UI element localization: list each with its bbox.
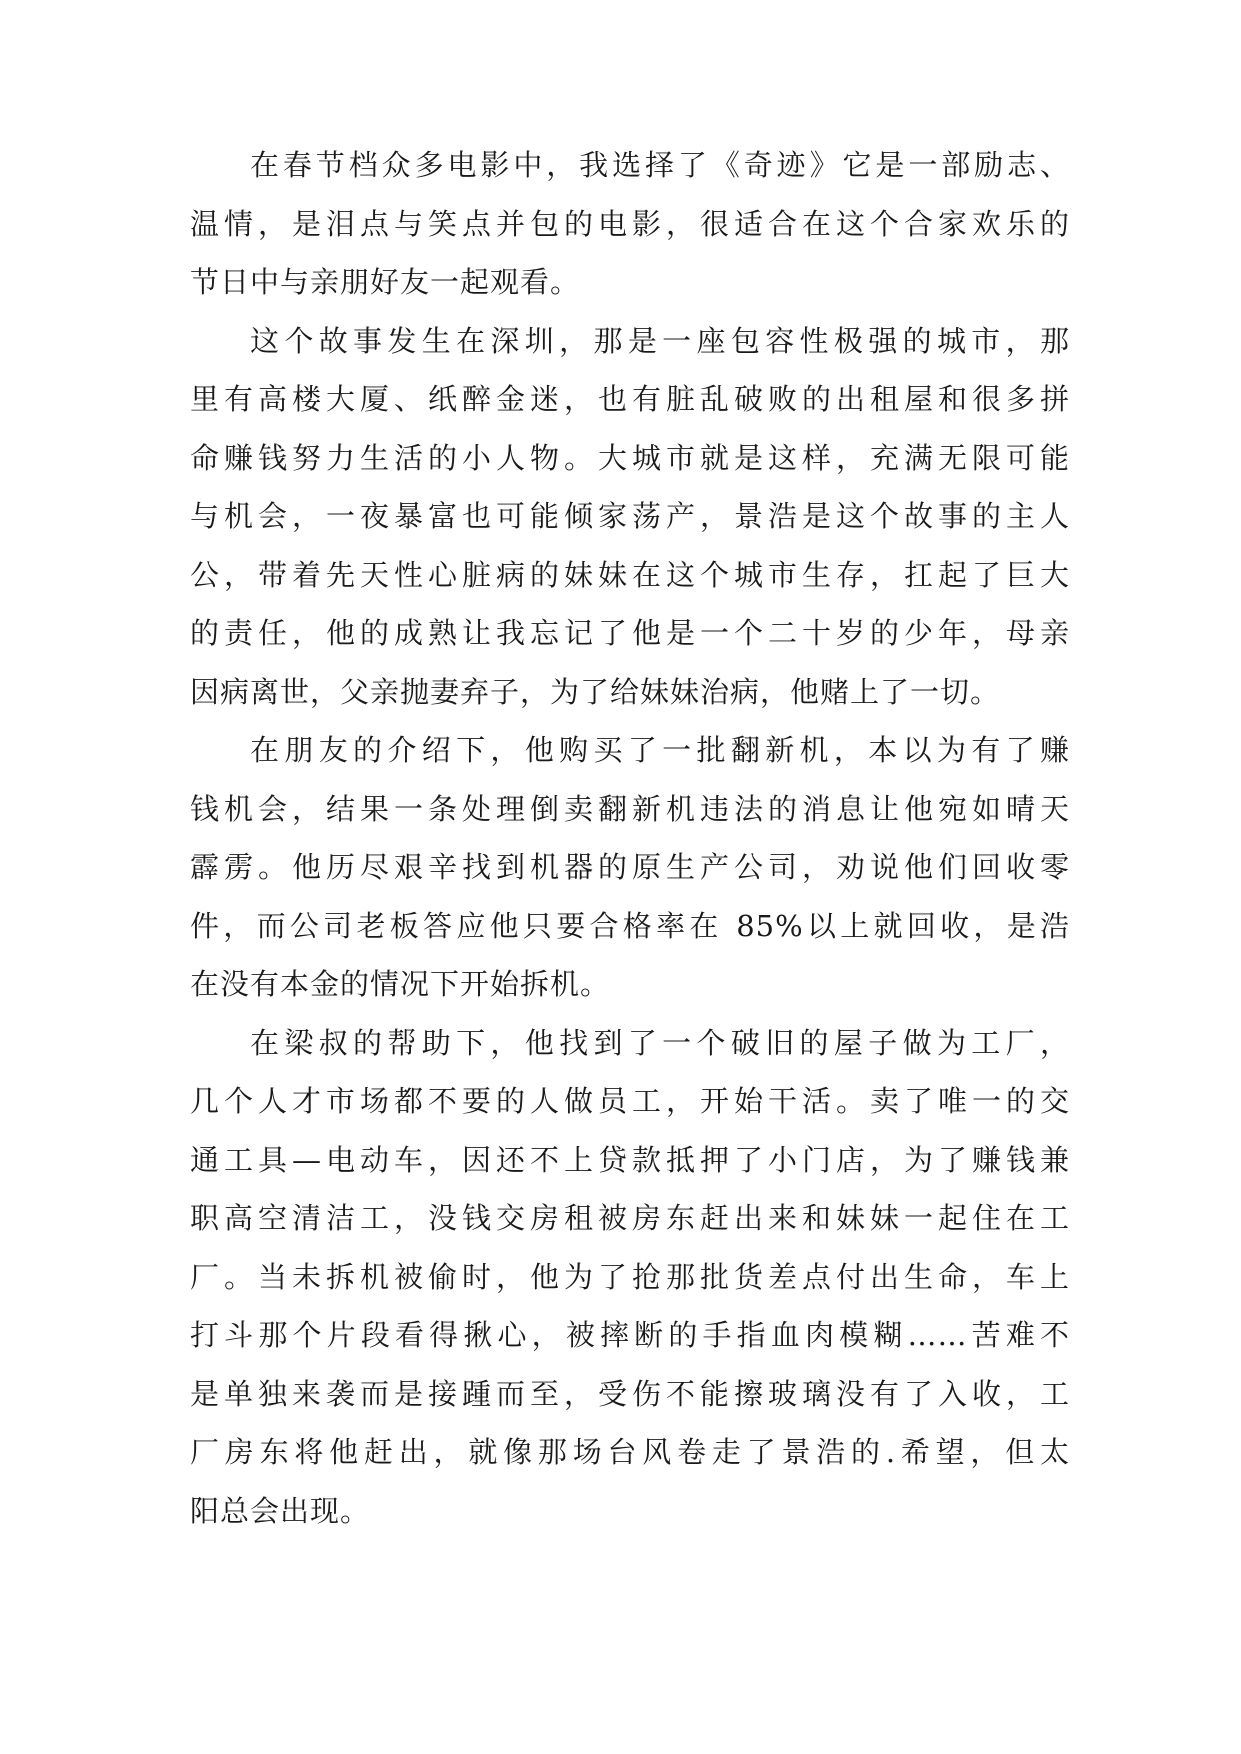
paragraph-line: 在梁叔的帮助下，他找到了一个破旧的屋子做为工厂， (250, 1025, 1070, 1060)
paragraph-line: 在朋友的介绍下，他购买了一批翻新机，本以为有了赚 (250, 733, 1070, 767)
paragraph-line: 节日中与亲朋好友一起观看。 (190, 265, 581, 299)
paragraph-line: 职高空清洁工，没钱交房租被房东赶出来和妹妹一起住在工 (190, 1201, 1070, 1235)
paragraph-line: 的责任，他的成熟让我忘记了他是一个二十岁的少年，母亲 (190, 616, 1070, 650)
paragraph-line: 阳总会出现。 (190, 1493, 371, 1528)
paragraph-4 (190, 1014, 1070, 1541)
paragraph-2 (190, 312, 1070, 722)
paragraph-line: 打斗那个片段看得揪心，被摔断的手指血肉模糊……苦难不 (190, 1318, 1070, 1352)
document-body (190, 136, 1070, 1540)
paragraph-line: 里有高楼大厦、纸醉金迷，也有脏乱破败的出租屋和很多拼 (190, 382, 1070, 416)
paragraph-line: 钱机会，结果一条处理倒卖翻新机违法的消息让他宛如晴天 (190, 791, 1070, 826)
paragraph-1 (190, 136, 1070, 312)
paragraph-line: 厂。当未拆机被偷时，他为了抢那批货差点付出生命，车上 (190, 1259, 1070, 1294)
paragraph-line: 是单独来袭而是接踵而至，受伤不能擦玻璃没有了入收，工 (190, 1376, 1070, 1411)
paragraph-line: 通工具—电动车，因还不上贷款抵押了小门店，为了赚钱兼 (190, 1142, 1070, 1177)
paragraph-line: 公，带着先天性心脏病的妹妹在这个城市生存，扛起了巨大 (190, 557, 1070, 592)
paragraph-line: 与机会，一夜暴富也可能倾家荡产，景浩是这个故事的主人 (190, 499, 1070, 533)
paragraph-line: 因病离世，父亲抛妻弃子，为了给妹妹治病，他赌上了一切。 (190, 674, 1001, 709)
paragraph-line: 霹雳。他历尽艰辛找到机器的原生产公司，劝说他们回收零 (190, 850, 1070, 884)
paragraph-line: 命赚钱努力生活的小人物。大城市就是这样，充满无限可能 (190, 440, 1070, 475)
paragraph-line: 温情，是泪点与笑点并包的电影，很适合在这个合家欢乐的 (190, 206, 1070, 241)
paragraph-line: 件，而公司老板答应他只要合格率在 85%以上就回收，是浩 (190, 908, 1070, 943)
paragraph-line: 厂房东将他赶出，就像那场台风卷走了景浩的.希望，但太 (190, 1435, 1070, 1469)
paragraph-3 (190, 721, 1070, 1014)
paragraph-line: 这个故事发生在深圳，那是一座包容性极强的城市，那 (250, 323, 1070, 358)
paragraph-line: 在春节档众多电影中，我选择了《奇迹》它是一部励志、 (250, 148, 1070, 182)
paragraph-line: 在没有本金的情况下开始拆机。 (190, 967, 611, 1001)
paragraph-line: 几个人才市场都不要的人做员工，开始干活。卖了唯一的交 (190, 1084, 1070, 1118)
